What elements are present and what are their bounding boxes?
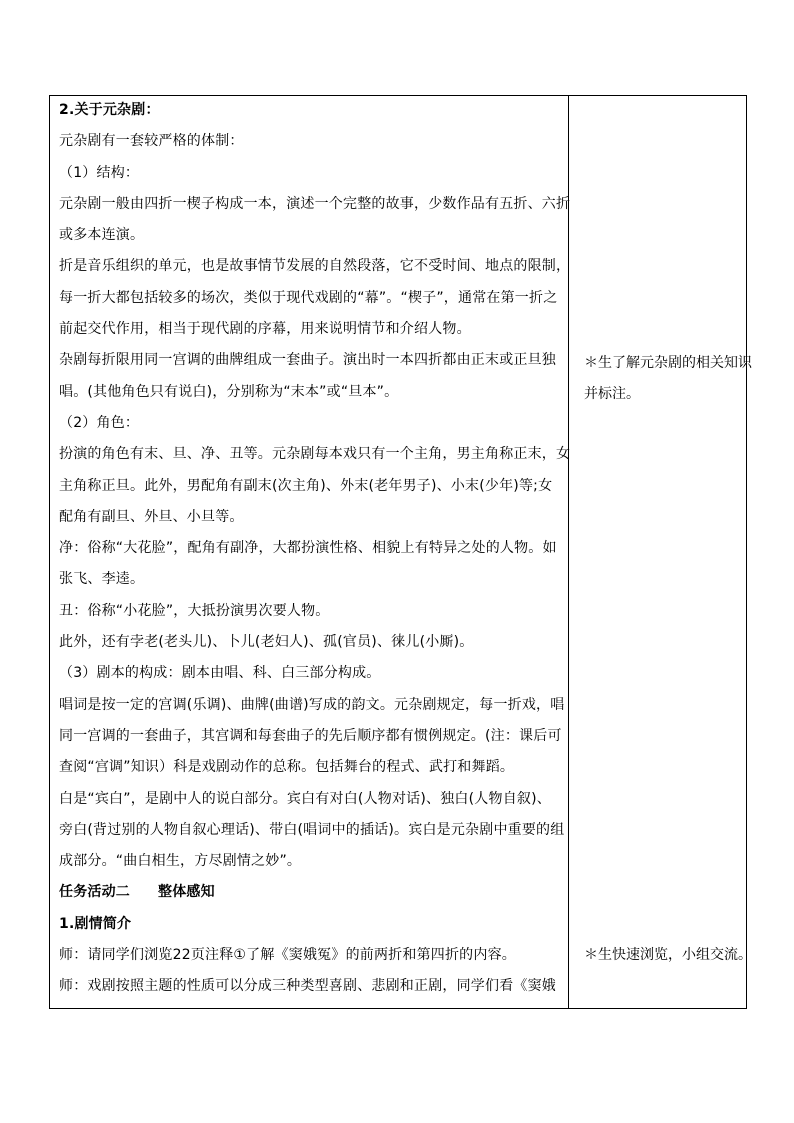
text-line: 旁白(背过别的人物自叙心理话)、带白(唱词中的插话)。宾白是元杂剧中重要的组: [59, 821, 565, 838]
plot-summary-heading: 1.剧情简介: [59, 915, 132, 932]
student-note-browse: ＊生快速浏览，小组交流。: [584, 947, 752, 963]
text-line: 查阅“宫调”知识）科是戏剧动作的总称。包括舞台的程式、武打和舞蹈。: [59, 759, 515, 776]
student-activity-cell: [569, 96, 747, 1009]
task-heading-label: 任务活动二: [59, 884, 130, 901]
text-line: 同一宫调的一套曲子，其宫调和每套曲子的先后顺序都有惯例规定。(注：课后可: [59, 727, 562, 744]
content-body: [50, 96, 571, 996]
text-line: 此外，还有孛老(老头儿)、卜儿(老妇人)、孤(官员)、徕儿(小厮)。: [59, 634, 474, 651]
text-line: 唱。(其他角色只有说白)，分别称为“末本”或“旦本”。: [59, 383, 399, 400]
student-note-learn-zaju: ＊生了解元杂剧的相关知识并标注。: [584, 355, 752, 403]
text-line: 前起交代作用，相当于现代剧的序幕，用来说明情节和介绍人物。: [59, 321, 471, 338]
text-line: 或多本连演。: [59, 227, 145, 244]
text-line: 每一折大都包括较多的场次，类似于现代戏剧的“幕”。“楔子”，通常在第一折之: [59, 289, 558, 306]
text-line: 成部分。“曲白相生，方尽剧情之妙”。: [59, 853, 302, 870]
teacher-instruction: 师：请同学们浏览22页注释①了解《窦娥冤》的前两折和第四折的内容。: [59, 947, 516, 964]
text-line: 杂剧每折限用同一宫调的曲牌组成一套曲子。演出时一本四折都由正末或正旦独: [59, 352, 556, 369]
text-line: 主角称正旦。此外，男配角有副末(次主角)、外末(老年男子)、小末(少年)等;女: [59, 477, 553, 494]
teacher-instruction: 师：戏剧按照主题的性质可以分成三种类型喜剧、悲剧和正剧，同学们看《窦娥: [59, 978, 556, 995]
subheading-script-composition: （3）剧本的构成：剧本由唱、科、白三部分构成。: [59, 665, 381, 682]
table-row: [50, 96, 747, 1009]
text-line: 扮演的角色有末、旦、净、丑等。元杂剧每本戏只有一个主角，男主角称正末，女: [59, 446, 571, 463]
text-line: 折是音乐组织的单元，也是故事情节发展的自然段落，它不受时间、地点的限制，: [59, 258, 571, 275]
text-line: 净：俗称“大花脸”，配角有副净，大都扮演性格、相貌上有特异之处的人物。如: [59, 540, 557, 557]
text-line: 配角有副旦、外旦、小旦等。: [59, 508, 244, 525]
text-line: 白是“宾白”，是剧中人的说白部分。宾白有对白(人物对话)、独白(人物自叙)、: [59, 790, 551, 807]
text-line: 丑：俗称“小花脸”，大抵扮演男次要人物。: [59, 602, 330, 619]
text-line: 张飞、李逵。: [59, 571, 145, 588]
text-line: 元杂剧有一套较严格的体制：: [59, 133, 244, 150]
text-line: 唱词是按一定的宫调(乐调)、曲牌(曲谱)写成的韵文。元杂剧规定，每一折戏，唱: [59, 696, 565, 713]
subheading-structure: （1）结构：: [59, 164, 140, 181]
task-heading-title: 整体感知: [158, 884, 215, 901]
lesson-plan-table: [49, 95, 747, 1009]
text-line: 元杂剧一般由四折一楔子构成一本，演述一个完整的故事，少数作品有五折、六折: [59, 195, 571, 212]
content-cell: [50, 96, 569, 1009]
task-heading: [59, 882, 562, 902]
subheading-roles: （2）角色：: [59, 414, 140, 431]
section-heading-yuan-zaju: 2.关于元杂剧：: [59, 102, 160, 118]
